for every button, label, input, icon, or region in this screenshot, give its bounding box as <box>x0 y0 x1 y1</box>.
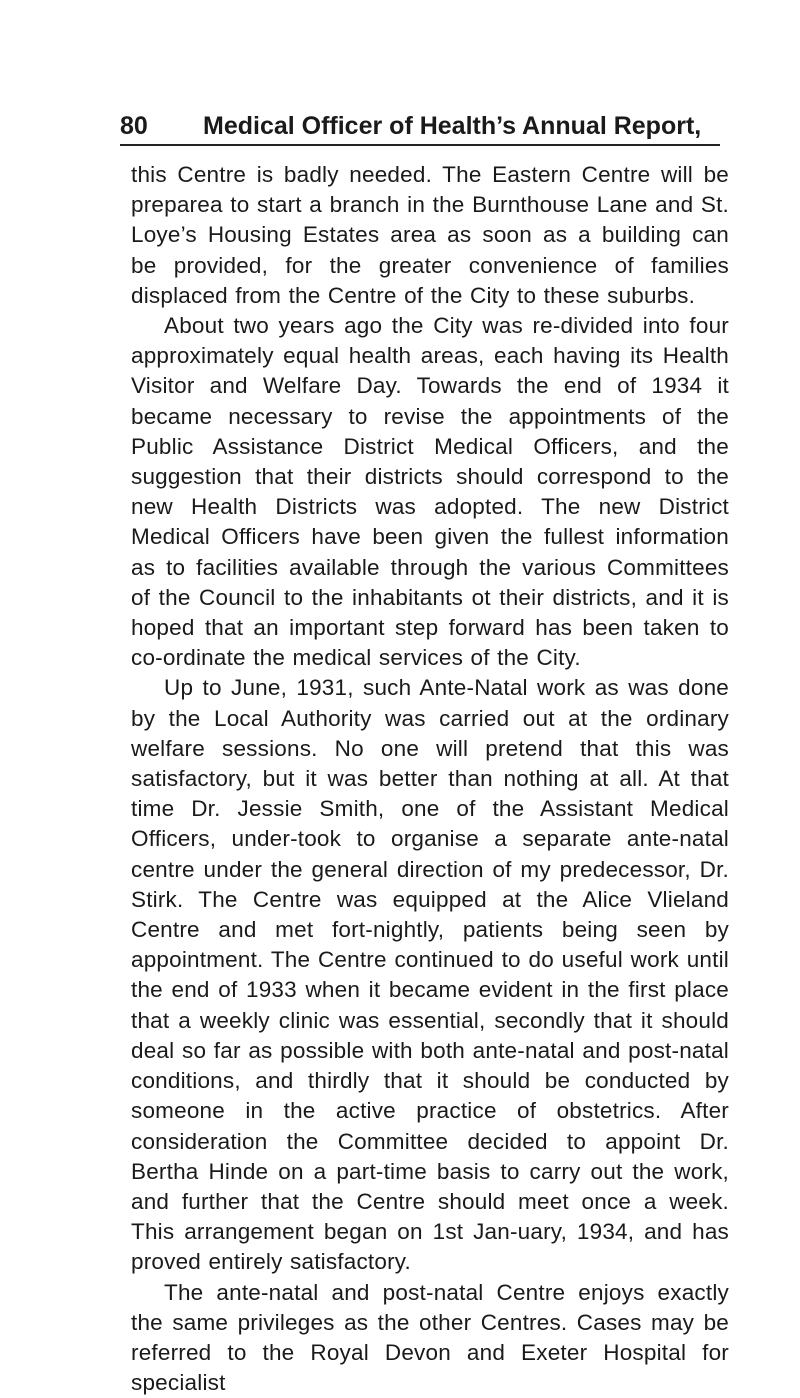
paragraph-continuation: this Centre is badly needed. The Eastern Centre will be preparea to start a branch in the Burnthouse Lane and St. Loye’s Housing Estates area as soon as a building can be provided, for the greater convenience of families displaced from the Centre of the City to these suburbs. <box>131 162 729 308</box>
page-header <box>120 108 720 146</box>
paragraph-centre-privileges: The ante-natal and post-natal Centre enjoys exactly the same privileges as the other Centres. Cases may be referred to the Royal Devon and Exeter Hospital for specialist <box>131 1279 729 1396</box>
paragraph-ante-natal-history: Up to June, 1931, such Ante-Natal work as was done by the Local Authority was carried out at the ordinary welfare sessions. No one will pretend that this was satisfactory, but it was better than nothing at all. At that time Dr. Jessie Smith, one of the Assistant Medical Officers, under-took to organise a separate ante-natal centre under the general direction of my predecessor, Dr. Stirk. The Centre was equipped at the Alice Vlieland Centre and met fort-nightly, patients being seen by appointment. The Centre continued to do useful work until the end of 1933 when it became evident in the first place that a weekly clinic was essential, secondly that it should deal so far as possible with both ante-natal and post-natal conditions, and thirdly that it should be conducted by someone in the active practice of obstetrics. After consideration the Committee decided to appoint Dr. Bertha Hinde on a part-time basis to carry out the work, and further that the Centre should meet once a week. This arrangement began on 1st Jan-uary, 1934, and has proved entirely satisfactory. <box>131 675 729 1275</box>
page-number: 80 <box>120 112 148 140</box>
report-title: Medical Officer of Health’s Annual Report, <box>203 112 702 140</box>
paragraph-health-areas: About two years ago the City was re-divided into four approximately equal health areas, each having its Health Visitor and Welfare Day. Towards the end of 1934 it became necessary to revise the appointments of the Public Assistance District Medical Officers, and the suggestion that their districts should correspond to the new Health Districts was adopted. The new District Medical Officers have been given the fullest information as to facilities available through the various Committees of the Council to the inhabitants ot their districts, and it is hoped that an important step forward has been taken to co-ordinate the medical services of the City. <box>131 313 729 671</box>
body-text <box>131 160 729 1398</box>
